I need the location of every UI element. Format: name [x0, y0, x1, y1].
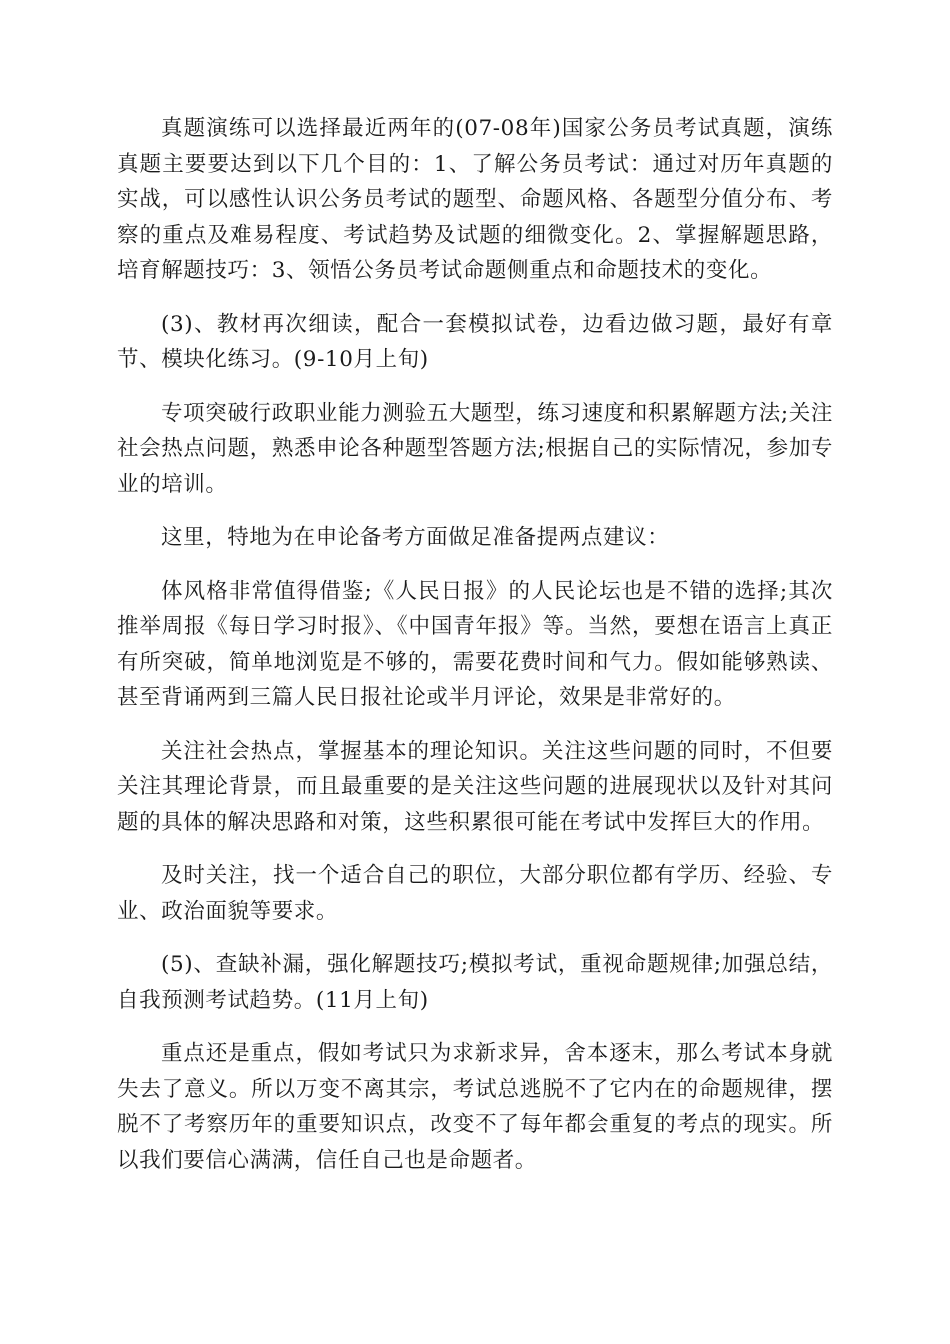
paragraph-key-points: 重点还是重点，假如考试只为求新求异，舍本逐末，那么考试本身就失去了意义。所以万变不离其宗，考试总逃脱不了它内在的命题规律，摆脱不了考察历年的重要知识点，改变不了每年都会重复的考点的现实。所以我们要信心满满，信任自己也是命题者。 [117, 1041, 833, 1173]
paragraph-position-selection: 及时关注，找一个适合自己的职位，大部分职位都有学历、经验、专业、政治面貌等要求。 [117, 863, 833, 924]
paragraph-step-5: (5)、查缺补漏，强化解题技巧;模拟考试，重视命题规律;加强总结，自我预测考试趋势。(11月上旬) [117, 952, 833, 1013]
paragraph-reading-suggestion: 体风格非常值得借鉴;《人民日报》的人民论坛也是不错的选择;其次推举周报《每日学习时报》、《中国青年报》等。当然，要想在语言上真正有所突破，简单地浏览是不够的，需要花费时间和气力。假如能够熟读、甚至背诵两到三篇人民日报社论或半月评论，效果是非常好的。 [117, 578, 833, 710]
paragraph-suggestions-intro: 这里，特地为在申论备考方面做足准备提两点建议： [161, 525, 670, 550]
paragraph-social-hotspots: 关注社会热点，掌握基本的理论知识。关注这些问题的同时，不但要关注其理论背景，而且最重要的是关注这些问题的进展现状以及针对其问题的具体的解决思路和对策，这些积累很可能在考试中发挥巨大的作用。 [117, 738, 833, 835]
paragraph-exam-practice: 真题演练可以选择最近两年的(07-08年)国家公务员考试真题，演练真题主要要达到以下几个目的：1、了解公务员考试：通过对历年真题的实战，可以感性认识公务员考试的题型、命题风格、各题型分值分布、考察的重点及难易程度、考试趋势及试题的细微变化。2、掌握解题思路，培育解题技巧：3、领悟公务员考试命题侧重点和命题技术的变化。 [117, 116, 833, 283]
paragraph-special-training: 专项突破行政职业能力测验五大题型，练习速度和积累解题方法;关注社会热点问题，熟悉申论各种题型答题方法;根据自己的实际情况，参加专业的培训。 [117, 400, 833, 497]
document-page [117, 111, 833, 1196]
paragraph-step-3: (3)、教材再次细读，配合一套模拟试卷，边看边做习题，最好有章节、模块化练习。(9-10月上旬) [117, 311, 833, 372]
